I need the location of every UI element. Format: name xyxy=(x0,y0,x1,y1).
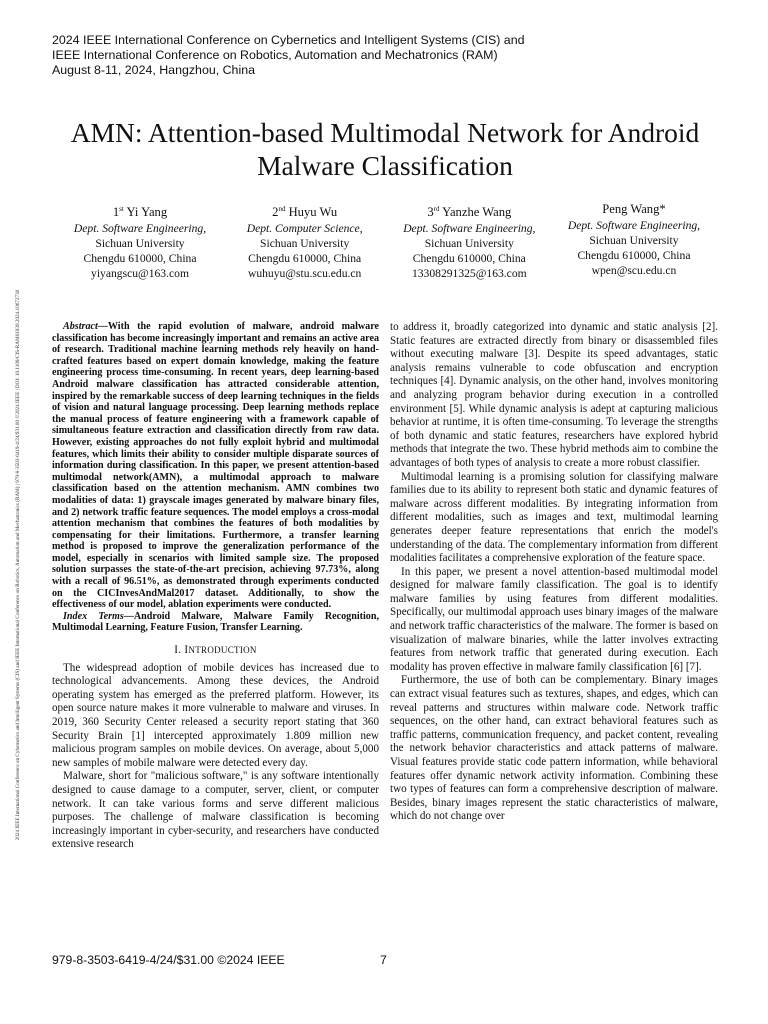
author-city: Chengdu 610000, China xyxy=(248,252,362,266)
index-terms-text: —Android Malware, Malware Family Recognition, Multimodal Learning, Feature Fusion, Transfer Learning. xyxy=(52,610,379,634)
abstract xyxy=(52,321,379,611)
author-univ: Sichuan University xyxy=(424,237,514,251)
body-paragraph: Malware, short for "malicious software," is any software intentionally designed to cause damage to a computer, server, client, or computer network. It can take various forms and serve different malicious purposes. The challenge of malware classification is becoming increasingly important in cyber-security, and researchers have conducted extensive research xyxy=(52,770,379,851)
author-ordinal-suffix: st xyxy=(119,205,124,213)
author-dept: Dept. Software Engineering, xyxy=(403,222,536,236)
paper-title: AMN: Attention-based Multimodal Network for Android Malware Classification xyxy=(70,117,700,181)
author-name-text: Yanzhe Wang xyxy=(439,205,512,220)
conference-line-1: 2024 IEEE International Conference on Cybernetics and Intelligent Systems (CIS) and xyxy=(52,33,525,47)
author-city: Chengdu 610000, China xyxy=(577,249,691,262)
conference-line-3: August 8-11, 2024, Hangzhou, China xyxy=(52,63,255,77)
author-email: wpen@scu.edu.cn xyxy=(591,264,677,277)
author-email: 13308291325@163.com xyxy=(411,267,527,281)
body-paragraph: Multimodal learning is a promising solution for classifying malware families due to its ability to represent both static and dynamic features of malware across different modalities. By integrating information from different modalities, such as images and text, multimodal learning generates deeper feature representations that enrich the model's understanding of the data. The complementary information from different modalities facilitates a comprehensive exploration of the feature space. xyxy=(390,470,718,565)
author-2 xyxy=(223,202,387,281)
author-name xyxy=(387,202,551,220)
author-name-text: Huyu Wu xyxy=(285,205,338,220)
section-numeral: I. xyxy=(174,644,185,657)
author-dept: Dept. Software Engineering, xyxy=(73,222,207,236)
author-univ: Sichuan University xyxy=(95,237,185,251)
doi-sidebar-text: 2024 IEEE International Conference on Cybernetics and Intelligent Systems (CIS) and IEEE International Conference on Robotics, Automation and Mechatronics (RAM) | 979-8-3503-6419-4/24/$31.00 ©2024 IEEE | DOI: 10.1109/CIS-RAM61939.2024.10672730 xyxy=(15,289,21,841)
section-heading-rest: NTRODUCTION xyxy=(188,645,257,656)
author-3 xyxy=(387,202,551,281)
author-univ: Sichuan University xyxy=(589,234,679,247)
conference-line-2: IEEE International Conference on Robotics, Automation and Mechatronics (RAM) xyxy=(52,48,498,62)
author-ordinal-suffix: rd xyxy=(433,205,440,213)
right-column xyxy=(390,321,718,824)
section-heading-initial: I xyxy=(184,644,189,657)
author-1 xyxy=(58,202,222,281)
author-dept: Dept. Software Engineering, xyxy=(567,219,701,232)
left-column xyxy=(52,321,379,852)
author-block xyxy=(58,202,716,281)
abstract-lead: Abstract xyxy=(63,321,98,332)
author-name-text: Yi Yang xyxy=(123,205,168,220)
author-4 xyxy=(552,202,716,281)
body-paragraph: to address it, broadly categorized into dynamic and static analysis [2]. Static features are extracted directly from binary or disassembled files without executing malware [3]. Despite its speed advantages, static analysis remains vulnerable to code obfuscation and encryption techniques [4]. Dynamic analysis, on the other hand, involves monitoring and analyzing program behavior during execution in a controlled environment [5]. While dynamic analysis is adept at capturing malicious behavior at runtime, it is often time-consuming. To leverage the strengths of both dynamic and static features, researchers have explored hybrid methods that integrate the two. These hybrid methods aim to combine the advantages of both types of analysis to create a more robust classifier. xyxy=(390,321,718,469)
index-terms-lead: Index Terms xyxy=(63,610,124,622)
author-name xyxy=(552,202,716,217)
author-univ: Sichuan University xyxy=(260,237,350,251)
body-paragraph: The widespread adoption of mobile devices has increased due to technological advancements. Among these devices, the Android operating system has emerged as the preferred platform. However, its open source nature makes it more vulnerable to malware and viruses. In 2019, 360 Security Center released a security report stating that 360 Security Brain [1] intercepted approximately 1.809 million new malicious program samples on mobile devices. On average, about 5,000 new samples of mobile malware were detected every day. xyxy=(52,661,379,769)
section-heading-introduction xyxy=(52,644,379,658)
author-ordinal: 2 xyxy=(272,205,279,220)
index-terms xyxy=(52,611,379,634)
body-paragraph: Furthermore, the use of both can be complementary. Binary images can extract visual features such as textures, shapes, and edges, which can reveal patterns and structures within malware code. Network traffic sequences, on the other hand, can extract behavioral features such as traffic patterns, communication frequency, and packet content, revealing the network behavior characteristics and attack patterns of malware. Visual features provide static code pattern information, while behavioral features offer dynamic network activity information. Combining these two types of features can form a comprehensive description of malware. Besides, binary images represent the static characteristics of malware, which do not change over xyxy=(390,674,718,823)
author-ordinal: 1 xyxy=(112,205,120,220)
author-name-text: Peng Wang* xyxy=(602,202,666,216)
author-ordinal-suffix: nd xyxy=(278,205,286,213)
abstract-text: —With the rapid evolution of malware, android malware classification has become increasingly important and remains an active area of research. Traditional machine learning methods rely heavily on hand-crafted features based on expert domain knowledge, making the feature engineering process time-consuming. In recent years, deep learning-based Android malware classification has attracted considerable attention, inspired by the remarkable success of deep learning techniques in the fields of vision and natural language processing. Deep learning methods replace the manual process of feature engineering with a framework capable of simultaneous feature extraction and classification directly from raw data. However, existing approaches do not fully exploit hybrid and multimodal features, which limits their ability to consider multiple disparate sources of information during classification. In this paper, we present attention-based multimodal network(AMN), a multimodal approach to malware classification based on the attention mechanism. AMN combines two modalities of data: 1) grayscale images generated by malware binary files, and 2) network traffic feature sequences. The model employs a cross-modal attention mechanism that combines the features of both modalities by compensating for their limitations. Furthermore, a transfer learning method is proposed to improve the generalization performance of the model, especially in scenarios with limited sample size. The proposed solution surpasses the state-of-the-art precision, achieving 97.73%, along with a recall of 96.51%, as demonstrated through experiments conducted on the CICInvesAndMal2017 dataset. Additionally, to show the effectiveness of our model, ablation experiments were conducted. xyxy=(52,321,379,611)
author-name xyxy=(58,202,222,220)
footer-isbn: 979-8-3503-6419-4/24/$31.00 ©2024 IEEE xyxy=(52,953,285,967)
author-email: wuhuyu@stu.scu.edu.cn xyxy=(247,267,362,281)
conference-header xyxy=(52,33,652,78)
author-dept: Dept. Computer Science, xyxy=(246,222,363,236)
author-city: Chengdu 610000, China xyxy=(412,252,526,266)
body-paragraph: In this paper, we present a novel attention-based multimodal model designed for malware family classification. The goal is to identify malware families by using features from different modalities. Specifically, our multimodal approach uses binary images of the malware and network traffic characteristics of the malware. The former is based on visualization of malware binaries, while the latter involves extracting features from network traffic that generated during execution. Each modality has proven effective in malware family classification [6] [7]. xyxy=(390,565,718,673)
author-city: Chengdu 610000, China xyxy=(83,252,197,266)
author-ordinal: 3 xyxy=(427,205,434,220)
author-email: yiyangscu@163.com xyxy=(91,267,189,281)
page-number: 7 xyxy=(380,953,387,967)
doi-sidebar xyxy=(14,185,22,945)
author-name xyxy=(223,202,387,220)
